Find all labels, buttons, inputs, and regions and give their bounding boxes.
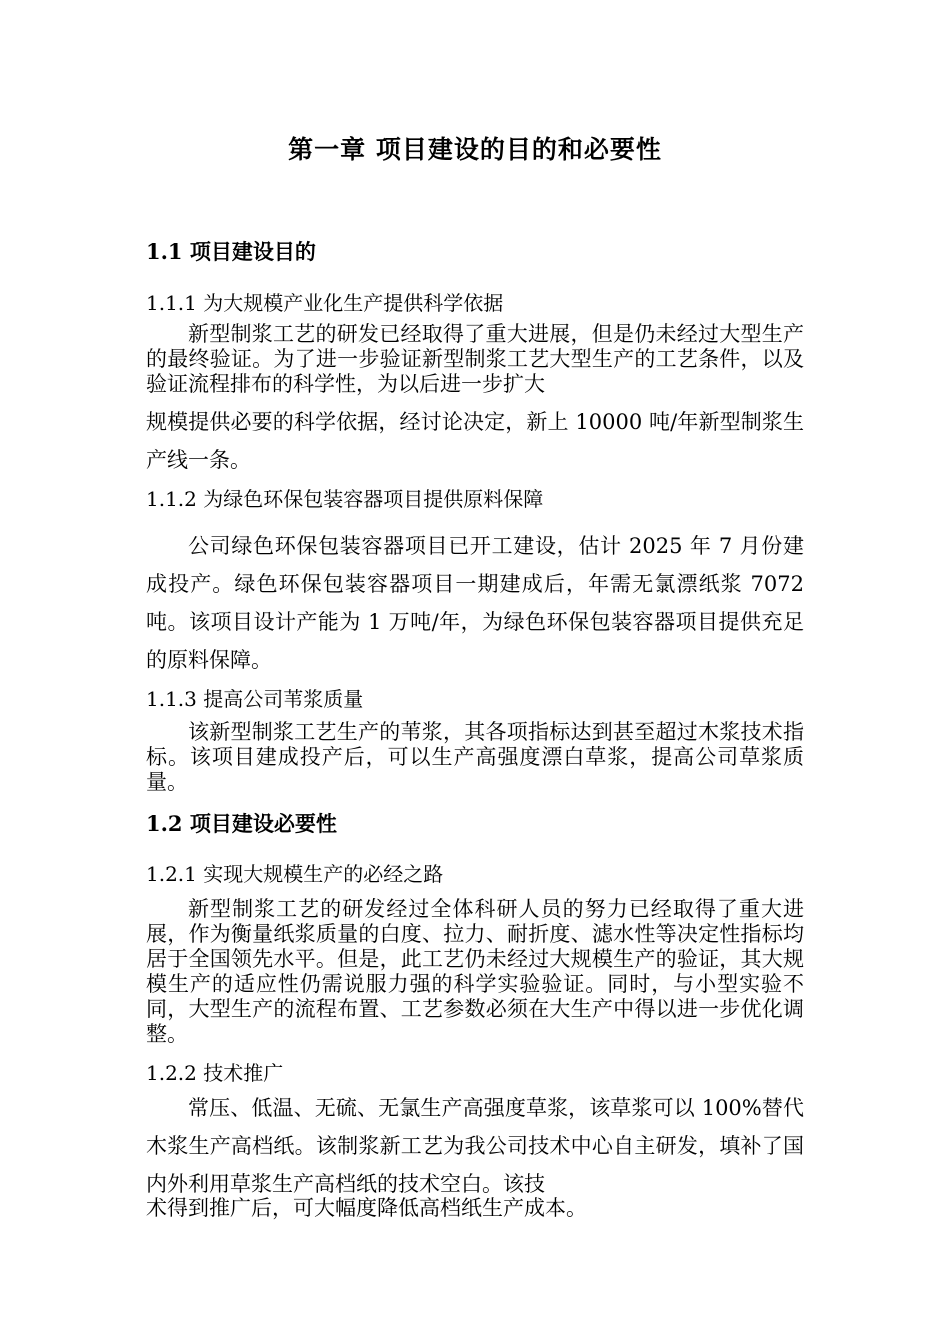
paragraph-1-1-1-a: 新型制浆工艺的研发已经取得了重大进展，但是仍未经过大型生产的最终验证。为了进一步验证新型制浆工艺大型生产的工艺条件，以及验证流程排布的科学性，为以后进一步扩大 <box>146 322 804 396</box>
paragraph-1-2-2-b: 术得到推广后，可大幅度降低高档纸生产成本。 <box>146 1196 587 1220</box>
subsection-heading-1-1-1: 1.1.1 为大规模产业化生产提供科学依据 <box>146 291 504 315</box>
subsection-heading-1-2-1: 1.2.1 实现大规模生产的必经之路 <box>146 862 444 886</box>
paragraph-1-1-3: 该新型制浆工艺生产的苇浆，其各项指标达到甚至超过木浆技术指标。该项目建成投产后，可以生产高强度漂白草浆，提高公司草浆质量。 <box>146 720 804 794</box>
paragraph-1-1-1-b: 规模提供必要的科学依据，经讨论决定，新上 10000 吨/年新型制浆生产线一条。 <box>146 410 804 472</box>
subsection-heading-1-1-3: 1.1.3 提高公司苇浆质量 <box>146 687 364 711</box>
chapter-title: 第一章 项目建设的目的和必要性 <box>288 135 662 164</box>
paragraph-1-1-2: 公司绿色环保包装容器项目已开工建设，估计 2025 年 7 月份建成投产。绿色环保包装容器项目一期建成后，年需无氯漂纸浆 7072 吨。该项目设计产能为 1 万吨/年，为绿色环保包装容器项目提供充足的原料保障。 <box>146 534 804 672</box>
section-heading-1-2: 1.2 项目建设必要性 <box>146 811 337 836</box>
paragraph-1-2-2-a: 常压、低温、无硫、无氯生产高强度草浆，该草浆可以 100%替代木浆生产高档纸。该制浆新工艺为我公司技术中心自主研发，填补了国内外利用草浆生产高档纸的技术空白。该技 <box>146 1096 804 1196</box>
paragraph-1-2-1: 新型制浆工艺的研发经过全体科研人员的努力已经取得了重大进展，作为衡量纸浆质量的白度、拉力、耐折度、滤水性等决定性指标均居于全国领先水平。但是，此工艺仍未经过大规模生产的验证，其大规模生产的适应性仍需说服力强的科学实验验证。同时，与小型实验不同，大型生产的流程布置、工艺参数必须在大生产中得以进一步优化调整。 <box>146 897 804 1046</box>
subsection-heading-1-1-2: 1.1.2 为绿色环保包装容器项目提供原料保障 <box>146 487 544 511</box>
subsection-heading-1-2-2: 1.2.2 技术推广 <box>146 1061 284 1085</box>
section-heading-1-1: 1.1 项目建设目的 <box>146 239 316 264</box>
